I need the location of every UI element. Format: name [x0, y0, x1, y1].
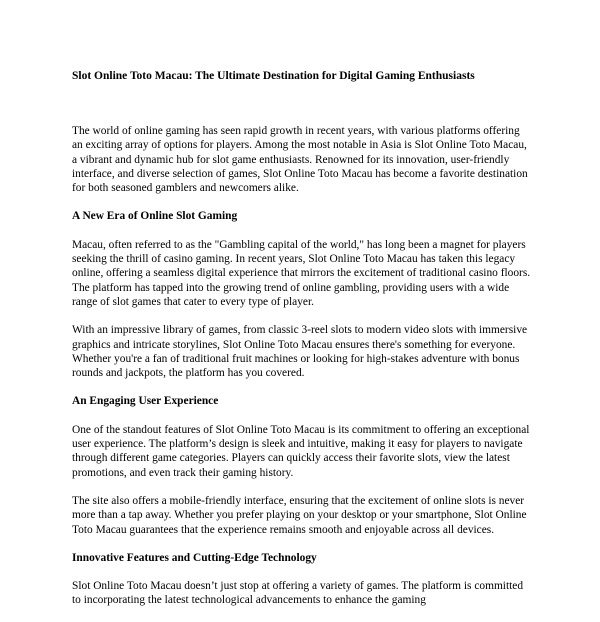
section-paragraph: Slot Online Toto Macau doesn’t just stop at offering a variety of games. The platform is committed to incorporating the latest technological advancements to enhance the gaming	[72, 580, 524, 607]
document-title: Slot Online Toto Macau: The Ultimate Destination for Digital Gaming Enthusiasts	[72, 70, 475, 82]
section-paragraph: The site also offers a mobile-friendly interface, ensuring that the excitement of online slots is never more than a tap away. Whether you prefer playing on your desktop or your smartphone, Slot Online Toto Macau guarantees that the experience remains smooth and enjoyable across all devices.	[72, 494, 527, 536]
section-paragraph: One of the standout features of Slot Online Toto Macau is its commitment to offering an exceptional user experience. The platform’s design is sleek and intuitive, making it easy for players to navigate through different game categories. Players can quickly access their favorite slots, view the latest promotions, and even track their gaming history.	[72, 423, 530, 479]
intro-paragraph: The world of online gaming has seen rapid growth in recent years, with various platforms offering an exciting array of options for players. Among the most notable in Asia is Slot Online Toto Macau, a vibrant and dynamic hub for slot game enthusiasts. Renowned for its innovation, user-friendly interface, and diverse selection of games, Slot Online Toto Macau has become a favorite destination for both seasoned gamblers and newcomers alike.	[72, 125, 528, 195]
section-heading-new-era: A New Era of Online Slot Gaming	[72, 210, 238, 223]
section-paragraph: Macau, often referred to as the "Gambling capital of the world," has long been a magnet for players seeking the thrill of casino gaming. In recent years, Slot Online Toto Macau has taken this legacy online, offering a seamless digital experience that mirrors the excitement of traditional casino floors. The platform has tapped into the growing trend of online gambling, providing users with a wide range of slot games that cater to every type of player.	[72, 238, 531, 308]
section-heading-user-experience: An Engaging User Experience	[72, 395, 219, 408]
section-heading-innovative-features: Innovative Features and Cutting-Edge Technology	[72, 551, 317, 564]
section-paragraph: With an impressive library of games, from classic 3-reel slots to modern video slots with immersive graphics and intricate storylines, Slot Online Toto Macau ensures there's something for everyone. Whether you're a fan of traditional fruit machines or looking for high-stakes adventure with bonus rounds and jackpots, the platform has you covered.	[72, 324, 528, 380]
document-body	[72, 124, 532, 622]
